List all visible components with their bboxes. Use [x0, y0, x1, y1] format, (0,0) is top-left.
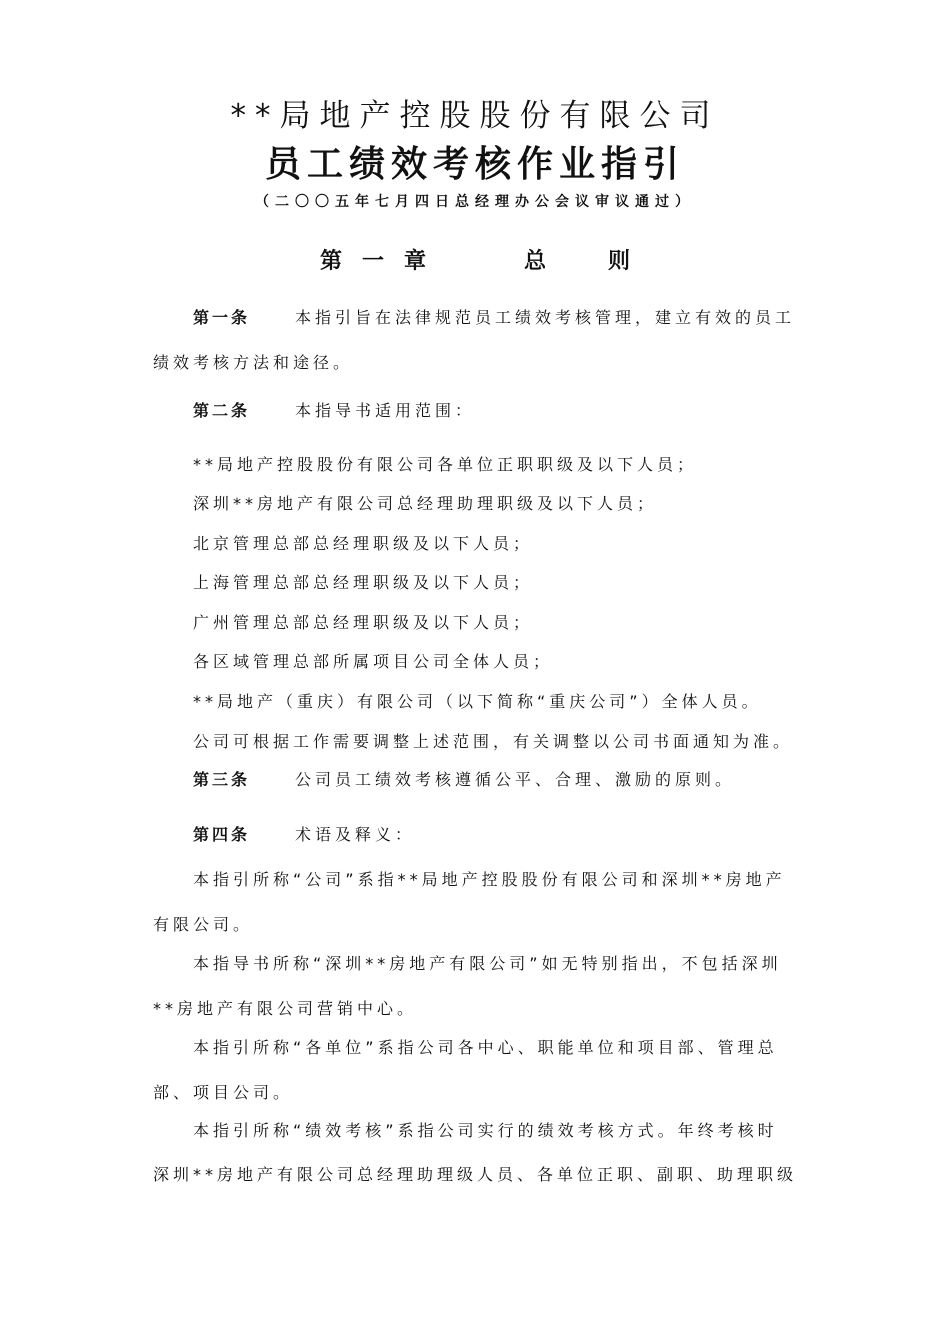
definition-line: **房地产有限公司营销中心。 [153, 999, 418, 1018]
chapter-heading [0, 244, 950, 275]
scope-item: 深圳**房地产有限公司总经理助理职级及以下人员； [193, 494, 658, 513]
scope-item: 广州管理总部总经理职级及以下人员； [193, 613, 534, 632]
article-1-text: 本指引旨在法律规范员工绩效考核管理，建立有效的员工 [295, 308, 796, 327]
scope-item: **局地产控股股份有限公司各单位正职职级及以下人员； [193, 455, 698, 474]
scope-item: 各区域管理总部所属项目公司全体人员； [193, 652, 554, 671]
article-1-label: 第一条 [193, 308, 251, 327]
scope-item: 公司可根据工作需要调整上述范围，有关调整以公司书面通知为准。 [193, 732, 794, 751]
document-title: 员工绩效考核作业指引 [264, 144, 685, 185]
definition-line: 部、项目公司。 [153, 1083, 294, 1102]
definition-line: 有限公司。 [153, 915, 254, 934]
article-2-label: 第二条 [193, 401, 251, 420]
article-1-line-1 [193, 305, 853, 328]
definition-line: 本指导书所称“深圳**房地产有限公司”如无特别指出，不包括深圳 [193, 954, 782, 973]
chapter-name: 总则 [524, 249, 693, 274]
approval-note: （二〇〇五年七月四日总经理办公会议审议通过） [255, 194, 695, 210]
definition-line: 本指引所称“各单位”系指公司各中心、职能单位和项目部、管理总 [193, 1038, 778, 1057]
company-name: **局地产控股股份有限公司 [230, 98, 720, 134]
scope-item: **局地产（重庆）有限公司（以下简称“重庆公司”）全体人员。 [193, 692, 762, 711]
article-4-label: 第四条 [193, 825, 251, 844]
article-2-line [193, 398, 853, 421]
definition-line: 本指引所称“绩效考核”系指公司实行的绩效考核方式。年终考核时 [193, 1121, 778, 1140]
article-3-label: 第三条 [193, 770, 251, 789]
article-4-text: 术语及释义： [295, 825, 416, 844]
article-3-line [193, 767, 853, 790]
definition-line: 深圳**房地产有限公司总经理助理级人员、各单位正职、副职、助理职级 [153, 1165, 798, 1184]
definition-line: 本指引所称“公司”系指**局地产控股股份有限公司和深圳**房地产 [193, 870, 786, 889]
chapter-number: 第一章 [319, 249, 446, 274]
scope-item: 上海管理总部总经理职级及以下人员； [193, 573, 534, 592]
article-4-line [193, 822, 853, 845]
article-3-text: 公司员工绩效考核遵循公平、合理、激励的原则。 [295, 770, 736, 789]
scope-item: 北京管理总部总经理职级及以下人员； [193, 534, 534, 553]
article-2-text: 本指导书适用范围： [295, 401, 476, 420]
article-1-line-2: 绩效考核方法和途径。 [153, 353, 354, 372]
